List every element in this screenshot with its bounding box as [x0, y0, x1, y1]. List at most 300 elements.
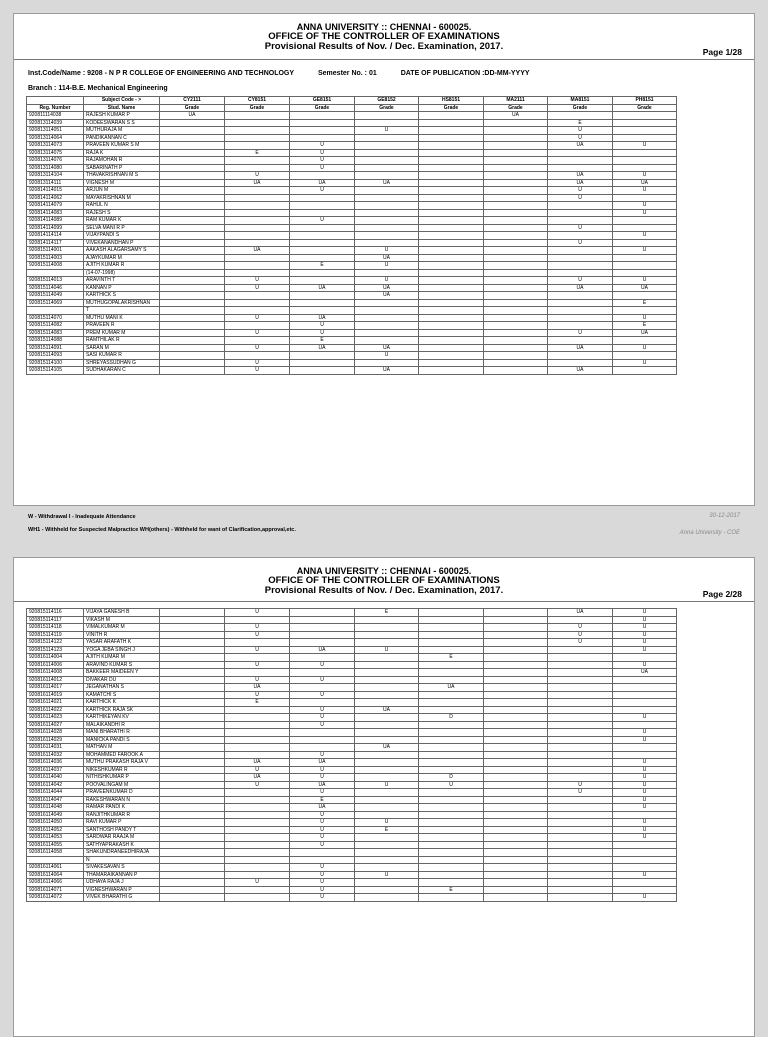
grade-cell: [613, 849, 677, 857]
grade-cell: [290, 127, 355, 135]
grade-cell: [484, 314, 548, 322]
grade-cell: [355, 157, 419, 165]
student-name: YOGA JEBA SINGH J: [84, 646, 160, 654]
grade-cell: [160, 134, 225, 142]
grade-cell: [548, 819, 613, 827]
grade-cell: [548, 811, 613, 819]
table-row: [27, 736, 677, 744]
table-row: [27, 631, 677, 639]
grade-cell: [355, 796, 419, 804]
grade-cell: U: [613, 834, 677, 842]
grade-cell: [548, 736, 613, 744]
grade-cell: [160, 352, 225, 360]
grade-cell: [355, 759, 419, 767]
grade-cell: [355, 209, 419, 217]
grade-cell: [355, 736, 419, 744]
grade-cell: [355, 691, 419, 699]
grade-cell: [160, 646, 225, 654]
grade-cell: [484, 119, 548, 127]
grade-cell: E: [419, 886, 484, 894]
grade-cell: [160, 367, 225, 375]
student-name: VIGNESHWARAN P: [84, 886, 160, 894]
grade-cell: [548, 759, 613, 767]
grade-cell: [613, 684, 677, 692]
grade-cell: [548, 232, 613, 240]
grade-cell: [484, 781, 548, 789]
grade-cell: [355, 616, 419, 624]
grade-cell: [355, 172, 419, 180]
grade-cell: [613, 367, 677, 375]
table-row: [27, 811, 677, 819]
grade-cell: U: [290, 841, 355, 849]
grade-cell: U: [548, 239, 613, 247]
grade-cell: [160, 736, 225, 744]
student-name: KARTHIKEYAN KV: [84, 714, 160, 722]
student-name: ARJUN M: [84, 187, 160, 195]
grade-cell: [225, 352, 290, 360]
grade-cell: [160, 202, 225, 210]
student-name: SABARINATH P: [84, 164, 160, 172]
grade-cell: [419, 277, 484, 285]
table-row: [27, 744, 677, 752]
student-name: SUDHAKARAN C: [84, 367, 160, 375]
university-name: ANNA UNIVERSITY :: CHENNAI - 600025.: [296, 22, 472, 32]
table-row: [27, 202, 677, 210]
student-name: JEGANATHAN S: [84, 684, 160, 692]
student-name: MATHAN M: [84, 744, 160, 752]
table-row: [27, 194, 677, 202]
grade-cell: [548, 894, 613, 902]
grade-cell: [419, 172, 484, 180]
grade-cell: D: [419, 714, 484, 722]
student-name: AJAYKUMAR M: [84, 254, 160, 262]
grade-cell: [419, 329, 484, 337]
table-row: [27, 834, 677, 842]
grade-cell: [548, 841, 613, 849]
grade-cell: [548, 269, 613, 277]
grade-cell: [355, 894, 419, 902]
grade-cell: U: [355, 871, 419, 879]
grade-cell: UA: [548, 367, 613, 375]
grade-cell: [484, 721, 548, 729]
grade-cell: UA: [613, 179, 677, 187]
reg-number: 920813114111: [27, 179, 84, 187]
grade-cell: [484, 841, 548, 849]
grade-cell: [160, 759, 225, 767]
grade-cell: [419, 187, 484, 195]
grade-cell: [419, 142, 484, 150]
grade-cell: U: [290, 329, 355, 337]
student-name: RAMAR PANDI K: [84, 804, 160, 812]
grade-cell: [355, 774, 419, 782]
table-row: [27, 789, 677, 797]
subject-code: CY8151: [225, 97, 290, 105]
grade-cell: [419, 262, 484, 270]
grade-cell: U: [613, 344, 677, 352]
reg-number: 920816114061: [27, 864, 84, 872]
grade-cell: UA: [548, 609, 613, 617]
grade-cell: [160, 127, 225, 135]
grade-cell: [419, 239, 484, 247]
table-row: [27, 699, 677, 707]
grade-cell: E: [613, 322, 677, 330]
grade-cell: [484, 646, 548, 654]
university-name: ANNA UNIVERSITY :: CHENNAI - 600025.: [296, 566, 472, 576]
grade-cell: [355, 164, 419, 172]
grade-cell: [548, 744, 613, 752]
grade-cell: [419, 789, 484, 797]
student-name: AJITH KUMAR R: [84, 262, 160, 270]
grade-cell: [160, 254, 225, 262]
reg-number: 920815114123: [27, 646, 84, 654]
grade-cell: [548, 879, 613, 887]
grade-cell: [160, 217, 225, 225]
table-row: [27, 616, 677, 624]
grade-cell: [484, 247, 548, 255]
results-table: [26, 608, 677, 902]
grade-cell: U: [613, 314, 677, 322]
table-row: [27, 676, 677, 684]
grade-cell: [613, 841, 677, 849]
grade-cell: U: [290, 322, 355, 330]
grade-cell: U: [290, 187, 355, 195]
grade-cell: [613, 119, 677, 127]
reg-number: 920814114015: [27, 187, 84, 195]
table-row: [27, 164, 677, 172]
reg-number: 920815114070: [27, 314, 84, 322]
grade-cell: U: [613, 729, 677, 737]
grade-cell: U: [290, 774, 355, 782]
grade-cell: [160, 729, 225, 737]
grade-cell: UA: [290, 781, 355, 789]
reg-number: 920816114071: [27, 886, 84, 894]
grade-cell: [355, 699, 419, 707]
grade-cell: [484, 134, 548, 142]
grade-cell: [548, 721, 613, 729]
grade-cell: [419, 254, 484, 262]
grade-cell: [419, 149, 484, 157]
student-name: RAJAMOHAN R: [84, 157, 160, 165]
reg-number: 920816114023: [27, 714, 84, 722]
reg-number: 920816114064: [27, 871, 84, 879]
grade-cell: [355, 834, 419, 842]
grade-cell: U: [225, 781, 290, 789]
grade-cell: [484, 871, 548, 879]
grade-cell: [548, 856, 613, 864]
grade-cell: [484, 744, 548, 752]
table-row: [27, 284, 677, 292]
student-name: RAMTHILAK R: [84, 337, 160, 345]
grade-cell: [290, 202, 355, 210]
grade-cell: UA: [355, 284, 419, 292]
student-name: MUTHUGOPALAKRISHNAN: [84, 299, 160, 307]
grade-cell: [225, 127, 290, 135]
grade-cell: [225, 142, 290, 150]
reg-number: 920815114001: [27, 247, 84, 255]
grade-cell: [484, 232, 548, 240]
grade-cell: U: [613, 894, 677, 902]
table-row: [27, 751, 677, 759]
reg-number: 920816114004: [27, 654, 84, 662]
table-row: [27, 804, 677, 812]
grade-cell: [160, 699, 225, 707]
grade-cell: [160, 841, 225, 849]
grade-cell: [355, 112, 419, 120]
grade-cell: U: [355, 247, 419, 255]
grade-cell: [613, 149, 677, 157]
grade-cell: [613, 307, 677, 315]
grade-cell: [290, 684, 355, 692]
subject-code: MA8151: [548, 97, 613, 105]
grade-cell: [419, 202, 484, 210]
publish-date: 30-12-2017: [709, 513, 740, 519]
grade-cell: U: [225, 314, 290, 322]
grade-cell: UA: [225, 179, 290, 187]
grade-cell: U: [225, 676, 290, 684]
grade-cell: [419, 359, 484, 367]
grade-cell: [225, 796, 290, 804]
grade-cell: [160, 879, 225, 887]
grade-cell: [355, 789, 419, 797]
grade-cell: U: [290, 871, 355, 879]
grade-cell: [548, 676, 613, 684]
reg-number: 920815114003: [27, 254, 84, 262]
student-name: NITHISHKUMAR P: [84, 774, 160, 782]
grade-cell: [548, 149, 613, 157]
grade-cell: [419, 179, 484, 187]
office-name: OFFICE OF THE CONTROLLER OF EXAMINATIONS: [268, 31, 500, 42]
grade-cell: [419, 856, 484, 864]
page-number: Page 1/28: [702, 47, 742, 57]
reg-number: 920815114116: [27, 609, 84, 617]
grade-cell: U: [613, 766, 677, 774]
grade-cell: [355, 299, 419, 307]
student-name: SARDWAR RAAJA M: [84, 834, 160, 842]
grade-cell: [548, 112, 613, 120]
grade-cell: [613, 886, 677, 894]
reg-number: 920813114051: [27, 127, 84, 135]
grade-cell: [548, 314, 613, 322]
reg-number: 920816114049: [27, 811, 84, 819]
grade-cell: U: [613, 616, 677, 624]
grade-cell: [290, 849, 355, 857]
table-row: [27, 774, 677, 782]
grade-cell: [225, 134, 290, 142]
subject-code-row: [27, 97, 677, 105]
table-row: [27, 367, 677, 375]
reg-number: 920816114008: [27, 669, 84, 677]
table-row: [27, 796, 677, 804]
grade-cell: [484, 307, 548, 315]
reg-number: 920814114099: [27, 224, 84, 232]
grade-cell: [355, 314, 419, 322]
grade-cell: [160, 239, 225, 247]
subject-code: MA2111: [484, 97, 548, 105]
grade-cell: U: [613, 232, 677, 240]
grade-cell: [419, 157, 484, 165]
reg-number: 920815114008: [27, 262, 84, 270]
student-name: RAKESHWARAN N: [84, 796, 160, 804]
grade-cell: [355, 841, 419, 849]
grade-cell: [355, 269, 419, 277]
grade-cell: UA: [355, 367, 419, 375]
grade-cell: [613, 269, 677, 277]
table-row: [27, 322, 677, 330]
grade-cell: U: [613, 277, 677, 285]
grade-cell: [548, 684, 613, 692]
grade-cell: UA: [290, 759, 355, 767]
student-name: MAYAKRISHNAN M: [84, 194, 160, 202]
grade-cell: [419, 609, 484, 617]
grade-cell: [225, 654, 290, 662]
grade-cell: [484, 239, 548, 247]
grade-cell: [484, 849, 548, 857]
grade-cell: [160, 661, 225, 669]
grade-cell: U: [225, 624, 290, 632]
grade-cell: [484, 684, 548, 692]
grade-cell: [225, 292, 290, 300]
grade-cell: UA: [484, 112, 548, 120]
grade-cell: U: [225, 879, 290, 887]
grade-cell: [225, 239, 290, 247]
grade-cell: [548, 766, 613, 774]
grade-cell: [355, 721, 419, 729]
grade-cell: [484, 819, 548, 827]
grade-cell: [484, 639, 548, 647]
grade-cell: UA: [548, 142, 613, 150]
grade-cell: [548, 714, 613, 722]
grade-cell: [419, 691, 484, 699]
grade-cell: [160, 277, 225, 285]
grade-cell: [484, 367, 548, 375]
grade-cell: [419, 352, 484, 360]
grade-cell: [484, 699, 548, 707]
grade-cell: [160, 721, 225, 729]
reg-number: 920816114053: [27, 834, 84, 842]
grade-cell: UA: [355, 744, 419, 752]
grade-cell: [290, 616, 355, 624]
grade-cell: [548, 669, 613, 677]
grade-cell: [548, 337, 613, 345]
grade-cell: [160, 886, 225, 894]
grade-cell: UA: [225, 684, 290, 692]
grade-cell: [355, 676, 419, 684]
grade-cell: UA: [355, 292, 419, 300]
grade-cell: U: [355, 277, 419, 285]
table-row: [27, 781, 677, 789]
grade-cell: [355, 217, 419, 225]
results-table: [26, 96, 677, 375]
grade-cell: [160, 676, 225, 684]
grade-cell: [484, 691, 548, 699]
grade-cell: [484, 299, 548, 307]
result-page-1: [13, 13, 755, 536]
grade-cell: [419, 766, 484, 774]
table-row: [27, 871, 677, 879]
table-row: [27, 277, 677, 285]
reg-number: 920815114118: [27, 624, 84, 632]
grade-cell: UA: [225, 774, 290, 782]
reg-number: 920816114028: [27, 729, 84, 737]
grade-cell: [484, 714, 548, 722]
grade-cell: [613, 856, 677, 864]
grade-cell: U: [613, 142, 677, 150]
grade-cell: [290, 209, 355, 217]
grade-cell: [225, 714, 290, 722]
grade-cell: [419, 247, 484, 255]
grade-cell: [355, 187, 419, 195]
exam-title: Provisional Results of Nov. / Dec. Examination, 2017.: [264, 41, 504, 52]
grade-cell: U: [225, 609, 290, 617]
table-row: [27, 112, 677, 120]
grade-cell: [484, 864, 548, 872]
grade-cell: [548, 262, 613, 270]
grade-cell: [548, 164, 613, 172]
grade-cell: U: [225, 691, 290, 699]
grade-cell: [484, 352, 548, 360]
grade-cell: U: [225, 359, 290, 367]
table-row: [27, 179, 677, 187]
reg-number: 920813114104: [27, 172, 84, 180]
table-row: [27, 691, 677, 699]
grade-cell: [225, 849, 290, 857]
grade-header: Grade: [548, 104, 613, 112]
reg-number: 920814114083: [27, 209, 84, 217]
grade-cell: [225, 224, 290, 232]
table-row: [27, 344, 677, 352]
grade-cell: [290, 194, 355, 202]
grade-cell: [160, 781, 225, 789]
grade-cell: [613, 239, 677, 247]
reg-number: 920816114012: [27, 676, 84, 684]
student-name: PRAVEEN R: [84, 322, 160, 330]
grade-cell: U: [548, 639, 613, 647]
grade-cell: [160, 247, 225, 255]
grade-cell: U: [355, 352, 419, 360]
grade-cell: [225, 819, 290, 827]
grade-cell: [484, 149, 548, 157]
grade-cell: U: [290, 721, 355, 729]
grade-cell: [419, 292, 484, 300]
student-name: N: [84, 856, 160, 864]
student-name: ARAVINTH T: [84, 277, 160, 285]
grade-cell: U: [613, 187, 677, 195]
page-header: [14, 22, 754, 52]
grade-cell: [160, 359, 225, 367]
grade-cell: [419, 337, 484, 345]
grade-cell: [290, 744, 355, 752]
grade-cell: [160, 856, 225, 864]
grade-cell: [160, 149, 225, 157]
table-row: [27, 721, 677, 729]
grade-cell: [548, 774, 613, 782]
reg-number: 920816114021: [27, 699, 84, 707]
student-name: VIJAYA GANESH B: [84, 609, 160, 617]
grade-cell: [225, 811, 290, 819]
grade-cell: [484, 669, 548, 677]
grade-cell: [484, 262, 548, 270]
grade-cell: [225, 194, 290, 202]
reg-number: 920816114048: [27, 804, 84, 812]
student-name: UDHAYA RAJA J: [84, 879, 160, 887]
grade-cell: [613, 879, 677, 887]
student-name: KARTHICK S: [84, 292, 160, 300]
student-name: SASI KUMAR R: [84, 352, 160, 360]
grade-cell: [355, 886, 419, 894]
grade-cell: U: [548, 134, 613, 142]
grade-cell: [225, 736, 290, 744]
grade-cell: [355, 856, 419, 864]
